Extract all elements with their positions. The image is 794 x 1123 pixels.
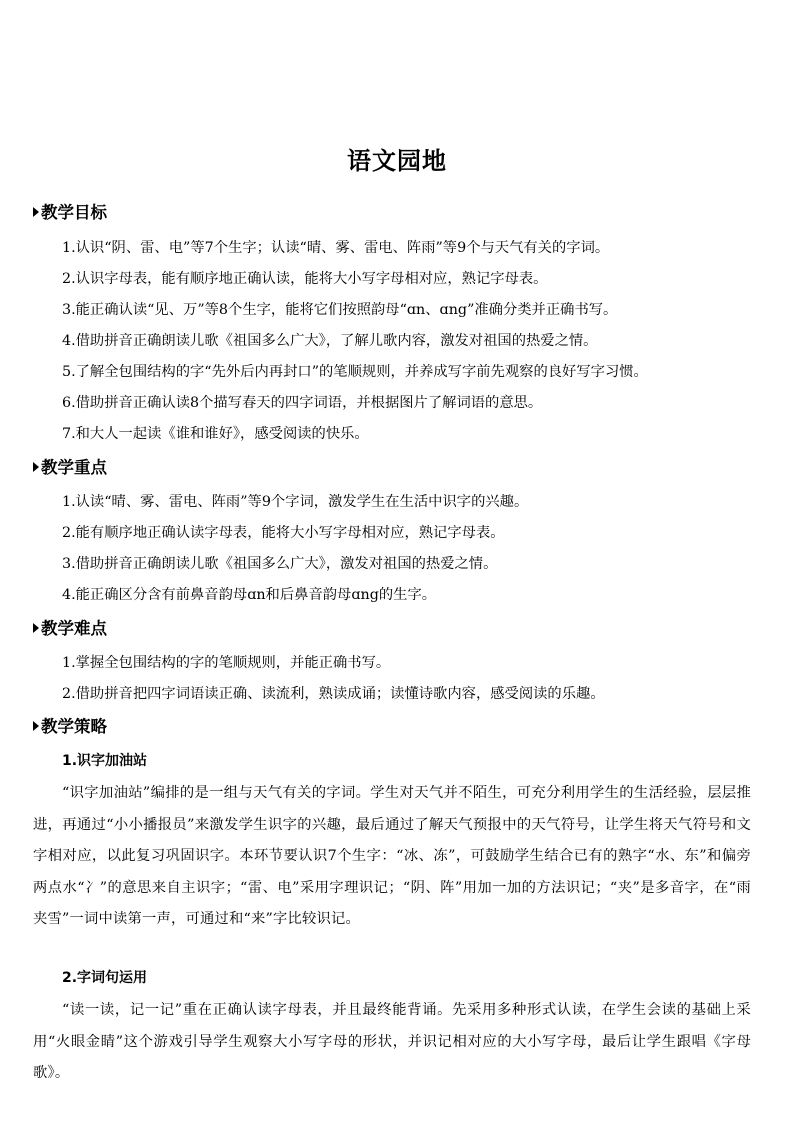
- arrow-bullet-icon: [33, 721, 39, 731]
- goal-item: 5.了解全包围结构的字“先外后内再封口”的笔顺规则，并养成写字前先观察的良好写字习惯。: [62, 364, 648, 380]
- heading-text: 教学难点: [41, 619, 107, 638]
- goal-item: 3.能正确认读“见、万”等8个生字，能将它们按照韵母“ɑn、ɑng”准确分类并正确书写。: [62, 302, 618, 318]
- goal-item: 1.认识“阴、雷、电”等7个生字；认读“晴、雾、雷电、阵雨”等9个与天气有关的字词。: [62, 240, 610, 256]
- key-point-item: 4.能正确区分含有前鼻音韵母ɑn和后鼻音韵母ɑng的生字。: [62, 587, 437, 603]
- goal-item: 4.借助拼音正确朗读儿歌《祖国多么广大》，了解儿歌内容，激发对祖国的热爱之情。: [62, 333, 598, 349]
- page-title: 语文园地: [347, 147, 447, 175]
- difficulty-item: 2.借助拼音把四字词语读正确、读流利，熟读成诵；读懂诗歌内容，感受阅读的乐趣。: [62, 686, 605, 702]
- goal-item: 6.借助拼音正确认读8个描写春天的四字词语，并根据图片了解词语的意思。: [62, 395, 543, 411]
- strategy-paragraph: “读一读，记一记”重在正确认读字母表，并且最终能背诵。先采用多种形式认读，在学生会读的基础上采用“火眼金睛”这个游戏引导学生观察大小写字母的形状，并识记相对应的大小写字母，最后让学生跟唱《字母歌》。: [33, 1002, 751, 1081]
- section-heading-key-points: [33, 456, 107, 480]
- strategy-subheading: 2.字词句运用: [62, 970, 148, 986]
- arrow-bullet-icon: [33, 462, 39, 472]
- key-point-item: 1.认读“晴、雾、雷电、阵雨”等9个字词，激发学生在生活中识字的兴趣。: [62, 494, 529, 510]
- heading-text: 教学策略: [41, 717, 107, 736]
- heading-text: 教学目标: [41, 203, 107, 222]
- key-point-item: 3.借助拼音正确朗读儿歌《祖国多么广大》，激发对祖国的热爱之情。: [62, 556, 498, 572]
- difficulty-item: 1.掌握全包围结构的字的笔顺规则，并能正确书写。: [62, 655, 391, 671]
- heading-text: 教学重点: [41, 458, 107, 477]
- arrow-bullet-icon: [33, 623, 39, 633]
- section-heading-difficulties: [33, 617, 107, 641]
- section-heading-strategies: [33, 715, 107, 739]
- goal-item: 7.和大人一起读《谁和谁好》，感受阅读的快乐。: [62, 426, 369, 442]
- goal-item: 2.认识字母表，能有顺序地正确认读，能将大小写字母相对应，熟记字母表。: [62, 271, 548, 287]
- strategy-subheading: 1.识字加油站: [62, 753, 148, 769]
- strategy-paragraph: “识字加油站”编排的是一组与天气有关的字词。学生对天气并不陌生，可充分利用学生的生活经验，层层推进，再通过“小小播报员”来激发学生识字的兴趣，最后通过了解天气预报中的天气符号，让学生将天气符号和文字相对应，以此复习巩固识字。本环节要认识7个生字：“冰、冻”，可鼓励学生结合已有的熟字“水、东”和偏旁两点水“冫”的意思来自主识字；“雷、电”采用字理识记；“阴、阵”用加一加的方法识记；“夹”是多音字，在“雨夹雪”一词中读第一声，可通过和“来”字比较识记。: [33, 785, 751, 927]
- arrow-bullet-icon: [33, 207, 39, 217]
- section-heading-goals: [33, 201, 107, 225]
- key-point-item: 2.能有顺序地正确认读字母表，能将大小写字母相对应，熟记字母表。: [62, 525, 505, 541]
